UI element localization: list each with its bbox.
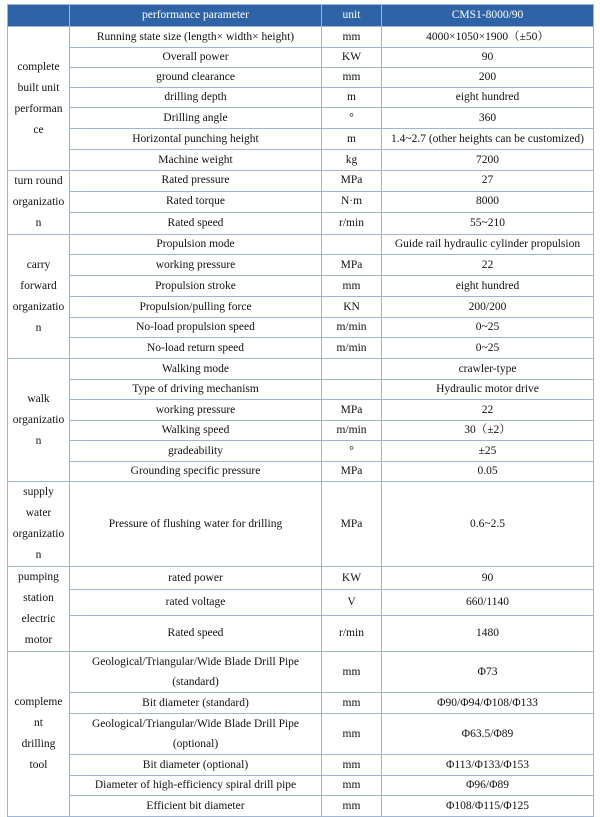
value-cell: 22: [382, 400, 594, 421]
table-row: [8, 615, 594, 651]
table-row: [8, 297, 594, 318]
unit-cell: mm: [322, 776, 382, 796]
group-label: turn round organizatio n: [8, 171, 70, 235]
value-cell: 30（±2）: [382, 421, 594, 441]
parameter-cell: working pressure: [70, 255, 322, 276]
table-row: [8, 567, 594, 590]
value-cell: 0~25: [382, 318, 594, 338]
unit-cell: m/min: [322, 421, 382, 441]
value-cell: eight hundred: [382, 276, 594, 297]
unit-cell: N·m: [322, 191, 382, 212]
parameter-cell: Rated speed: [70, 615, 322, 651]
parameter-cell: Type of driving mechanism: [70, 380, 322, 400]
value-cell: 1.4~2.7 (other heights can be customized): [382, 129, 594, 150]
group-label: complete built unit performan ce: [8, 27, 70, 171]
parameter-cell: ground clearance: [70, 68, 322, 88]
value-cell: Φ90/Φ94/Φ108/Φ133: [382, 693, 594, 714]
parameter-cell: Pressure of flushing water for drilling: [70, 482, 322, 567]
unit-cell: kg: [322, 150, 382, 171]
parameter-cell: Walking speed: [70, 421, 322, 441]
value-cell: Φ96/Φ89: [382, 776, 594, 796]
parameter-cell: Geological/Triangular/Wide Blade Drill Pipe (standard): [70, 652, 322, 693]
parameter-cell: Rated torque: [70, 191, 322, 212]
value-cell: 360: [382, 108, 594, 129]
unit-cell: mm: [322, 68, 382, 88]
value-cell: ±25: [382, 441, 594, 462]
group-label: compleme nt drilling tool: [8, 652, 70, 817]
value-cell: 22: [382, 255, 594, 276]
unit-cell: KW: [322, 567, 382, 590]
unit-cell: MPa: [322, 482, 382, 567]
parameter-cell: Bit diameter (optional): [70, 755, 322, 776]
table-row: [8, 48, 594, 68]
table-row: [8, 27, 594, 48]
unit-cell: m/min: [322, 338, 382, 359]
value-cell: 90: [382, 48, 594, 68]
parameter-cell: gradeability: [70, 441, 322, 462]
group-label: walk organizatio n: [8, 359, 70, 482]
table-row: [8, 590, 594, 616]
table-row: [8, 108, 594, 129]
unit-cell: m/min: [322, 318, 382, 338]
table-row: [8, 235, 594, 255]
value-cell: Φ113/Φ133/Φ153: [382, 755, 594, 776]
unit-cell: °: [322, 108, 382, 129]
table-row: [8, 796, 594, 817]
unit-cell: mm: [322, 755, 382, 776]
value-cell: 1480: [382, 615, 594, 651]
table-row: [8, 441, 594, 462]
table-row: [8, 276, 594, 297]
table-row: [8, 88, 594, 108]
parameter-cell: Running state size (length× width× height): [70, 27, 322, 48]
unit-cell: MPa: [322, 400, 382, 421]
unit-cell: r/min: [322, 212, 382, 234]
group-label: carry forward organizatio n: [8, 235, 70, 359]
table-row: [8, 755, 594, 776]
parameter-cell: Bit diameter (standard): [70, 693, 322, 714]
unit-cell: mm: [322, 276, 382, 297]
parameter-cell: working pressure: [70, 400, 322, 421]
table-row: [8, 191, 594, 212]
unit-cell: KW: [322, 48, 382, 68]
parameter-cell: drilling depth: [70, 88, 322, 108]
parameter-cell: rated power: [70, 567, 322, 590]
value-cell: 7200: [382, 150, 594, 171]
value-cell: 0.6~2.5: [382, 482, 594, 567]
unit-cell: KN: [322, 297, 382, 318]
table-row: [8, 482, 594, 567]
table-row: [8, 776, 594, 796]
value-cell: 660/1140: [382, 590, 594, 616]
table-row: [8, 318, 594, 338]
parameter-cell: Machine weight: [70, 150, 322, 171]
specification-table: [7, 4, 594, 817]
parameter-cell: Geological/Triangular/Wide Blade Drill Pipe (optional): [70, 714, 322, 755]
header-row: [8, 5, 594, 27]
parameter-cell: Diameter of high-efficiency spiral drill pipe: [70, 776, 322, 796]
unit-cell: V: [322, 590, 382, 616]
parameter-cell: Grounding specific pressure: [70, 462, 322, 482]
value-cell: eight hundred: [382, 88, 594, 108]
table-row: [8, 652, 594, 693]
unit-cell: mm: [322, 652, 382, 693]
value-cell: 200: [382, 68, 594, 88]
value-cell: 0~25: [382, 338, 594, 359]
table-row: [8, 212, 594, 234]
unit-cell: mm: [322, 714, 382, 755]
parameter-cell: Propulsion stroke: [70, 276, 322, 297]
parameter-cell: No-load return speed: [70, 338, 322, 359]
parameter-cell: Rated speed: [70, 212, 322, 234]
table-row: [8, 338, 594, 359]
unit-cell: mm: [322, 693, 382, 714]
value-cell: 200/200: [382, 297, 594, 318]
unit-cell: °: [322, 441, 382, 462]
value-cell: crawler-type: [382, 359, 594, 380]
header-blank-cell: [8, 5, 70, 27]
header-model: CMS1-8000/90: [382, 5, 594, 27]
value-cell: Φ73: [382, 652, 594, 693]
value-cell: 55~210: [382, 212, 594, 234]
table-row: [8, 380, 594, 400]
table-row: [8, 171, 594, 192]
parameter-cell: Propulsion/pulling force: [70, 297, 322, 318]
group-label: pumping station electric motor: [8, 567, 70, 652]
value-cell: 27: [382, 171, 594, 192]
parameter-cell: Rated pressure: [70, 171, 322, 192]
table-row: [8, 462, 594, 482]
table-row: [8, 421, 594, 441]
unit-cell: r/min: [322, 615, 382, 651]
value-cell: Φ63.5/Φ89: [382, 714, 594, 755]
parameter-cell: No-load propulsion speed: [70, 318, 322, 338]
header-parameter: performance parameter: [70, 5, 322, 27]
unit-cell: m: [322, 129, 382, 150]
unit-cell: MPa: [322, 255, 382, 276]
unit-cell: MPa: [322, 462, 382, 482]
group-label: supply water organizatio n: [8, 482, 70, 567]
unit-cell: mm: [322, 27, 382, 48]
parameter-cell: Horizontal punching height: [70, 129, 322, 150]
parameter-cell: Overall power: [70, 48, 322, 68]
unit-cell: [322, 380, 382, 400]
parameter-cell: rated voltage: [70, 590, 322, 616]
value-cell: Φ108/Φ115/Φ125: [382, 796, 594, 817]
table-row: [8, 693, 594, 714]
value-cell: 4000×1050×1900（±50）: [382, 27, 594, 48]
table-row: [8, 68, 594, 88]
value-cell: 90: [382, 567, 594, 590]
value-cell: Hydraulic motor drive: [382, 380, 594, 400]
table-row: [8, 129, 594, 150]
table-row: [8, 359, 594, 380]
header-unit: unit: [322, 5, 382, 27]
unit-cell: m: [322, 88, 382, 108]
value-cell: 8000: [382, 191, 594, 212]
table-row: [8, 255, 594, 276]
unit-cell: MPa: [322, 171, 382, 192]
parameter-cell: Walking mode: [70, 359, 322, 380]
unit-cell: mm: [322, 796, 382, 817]
parameter-cell: Drilling angle: [70, 108, 322, 129]
table-row: [8, 150, 594, 171]
table-row: [8, 400, 594, 421]
value-cell: 0.05: [382, 462, 594, 482]
parameter-cell: Propulsion mode: [70, 235, 322, 255]
unit-cell: [322, 235, 382, 255]
unit-cell: [322, 359, 382, 380]
parameter-cell: Efficient bit diameter: [70, 796, 322, 817]
value-cell: Guide rail hydraulic cylinder propulsion: [382, 235, 594, 255]
table-row: [8, 714, 594, 755]
